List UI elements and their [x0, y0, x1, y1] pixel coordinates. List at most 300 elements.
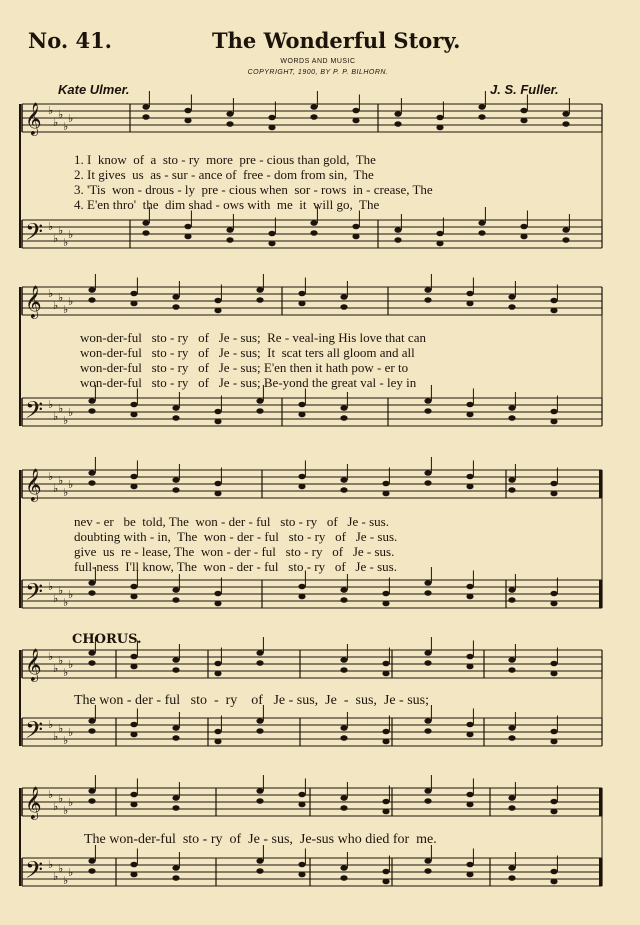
flat-sign-icon: ♭: [53, 662, 59, 675]
note-head: [298, 862, 305, 868]
note-head: [352, 224, 359, 230]
note-head: [130, 802, 137, 808]
note-head: [298, 594, 305, 600]
bass-clef-icon: 𝄢: [25, 218, 44, 251]
note-head: [382, 601, 389, 607]
note-head: [466, 484, 473, 490]
note-head: [184, 234, 191, 240]
note-head: [130, 484, 137, 490]
note-head: [256, 798, 263, 804]
note-head: [382, 879, 389, 885]
note-head: [550, 298, 557, 304]
flat-sign-icon: ♭: [48, 220, 54, 233]
note-head: [352, 118, 359, 124]
note-head: [352, 234, 359, 240]
note-head: [172, 865, 179, 871]
copyright-notice-line2: COPYRIGHT, 1900, BY P. P. BILHORN.: [247, 69, 389, 76]
note-head: [466, 872, 473, 878]
note-head: [88, 297, 95, 303]
note-head: [508, 597, 515, 603]
treble-clef-icon: 𝄞: [25, 786, 42, 819]
flat-sign-icon: ♭: [48, 287, 54, 300]
note-head: [310, 114, 317, 120]
note-head: [508, 657, 515, 663]
note-head: [88, 470, 95, 476]
note-head: [508, 587, 515, 593]
note-head: [550, 739, 557, 745]
note-head: [172, 405, 179, 411]
note-head: [226, 237, 233, 243]
note-head: [88, 650, 95, 656]
note-head: [226, 227, 233, 233]
note-head: [88, 728, 95, 734]
note-head: [424, 650, 431, 656]
note-head: [340, 735, 347, 741]
note-head: [466, 792, 473, 798]
flat-sign-icon: ♭: [53, 299, 59, 312]
note-head: [340, 477, 347, 483]
flat-sign-icon: ♭: [63, 666, 69, 679]
note-head: [130, 584, 137, 590]
flat-sign-icon: ♭: [48, 398, 54, 411]
note-head: [184, 108, 191, 114]
note-head: [382, 591, 389, 597]
note-head: [340, 805, 347, 811]
note-head: [340, 415, 347, 421]
note-head: [256, 718, 263, 724]
note-head: [172, 795, 179, 801]
flat-sign-icon: ♭: [63, 236, 69, 249]
flat-sign-icon: ♭: [68, 726, 74, 739]
flat-sign-icon: ♭: [63, 874, 69, 887]
note-head: [172, 667, 179, 673]
bass-clef-icon: 𝄢: [25, 856, 44, 889]
note-head: [508, 415, 515, 421]
flat-sign-icon: ♭: [53, 730, 59, 743]
note-head: [436, 125, 443, 131]
note-head: [550, 409, 557, 415]
note-head: [142, 104, 149, 110]
flat-sign-icon: ♭: [63, 303, 69, 316]
note-head: [172, 657, 179, 663]
note-head: [466, 802, 473, 808]
note-head: [130, 872, 137, 878]
note-head: [268, 115, 275, 121]
note-head: [394, 227, 401, 233]
flat-sign-icon: ♭: [53, 870, 59, 883]
note-head: [340, 657, 347, 663]
note-head: [424, 868, 431, 874]
flat-sign-icon: ♭: [68, 866, 74, 879]
verse3-line1: 3. 'Tis won - drous - ly pre - cious when sor - rows in - crease, The: [74, 182, 433, 197]
note-head: [88, 480, 95, 486]
note-head: [466, 402, 473, 408]
note-head: [550, 671, 557, 677]
note-head: [214, 601, 221, 607]
note-head: [172, 587, 179, 593]
flat-sign-icon: ♭: [48, 470, 54, 483]
flat-sign-icon: ♭: [68, 295, 74, 308]
note-head: [478, 104, 485, 110]
note-head: [508, 795, 515, 801]
note-head: [382, 729, 389, 735]
note-head: [478, 220, 485, 226]
note-head: [130, 291, 137, 297]
note-head: [340, 587, 347, 593]
note-head: [256, 728, 263, 734]
note-head: [172, 725, 179, 731]
verse3-line2: won-der-ful sto - ry of Je - sus; E'en then it hath pow - er to: [80, 360, 409, 375]
verse1-line3: nev - er be told, The won - der - ful sto - ry of Je - sus.: [74, 514, 389, 529]
flat-sign-icon: ♭: [63, 596, 69, 609]
hymn-title: The Wonderful Story.: [212, 28, 461, 53]
note-head: [88, 408, 95, 414]
note-head: [478, 230, 485, 236]
note-head: [466, 862, 473, 868]
chorus-label: CHORUS.: [72, 632, 142, 647]
note-head: [340, 875, 347, 881]
note-head: [550, 869, 557, 875]
note-head: [130, 412, 137, 418]
note-head: [508, 667, 515, 673]
note-head: [520, 108, 527, 114]
bass-clef-icon: 𝄢: [25, 578, 44, 611]
note-head: [298, 802, 305, 808]
flat-sign-icon: ♭: [63, 734, 69, 747]
note-head: [214, 661, 221, 667]
note-head: [172, 294, 179, 300]
note-head: [142, 230, 149, 236]
note-head: [520, 234, 527, 240]
note-head: [436, 241, 443, 247]
note-head: [466, 654, 473, 660]
note-head: [550, 481, 557, 487]
verse4-line3: full-ness I'll know, The won - der - ful sto - ry of Je - sus.: [74, 559, 397, 574]
note-head: [340, 304, 347, 310]
note-head: [508, 294, 515, 300]
treble-clef-icon: 𝄞: [25, 648, 42, 681]
flat-sign-icon: ♭: [58, 474, 64, 487]
note-head: [508, 477, 515, 483]
flat-sign-icon: ♭: [58, 402, 64, 415]
note-head: [382, 809, 389, 815]
note-head: [436, 231, 443, 237]
note-head: [130, 664, 137, 670]
chorus-lyric-line2: The won-der-ful sto - ry of Je - sus, Je-sus who died for me.: [84, 832, 437, 847]
note-head: [562, 227, 569, 233]
note-head: [88, 590, 95, 596]
note-head: [214, 739, 221, 745]
note-head: [550, 799, 557, 805]
flat-sign-icon: ♭: [68, 478, 74, 491]
note-head: [184, 118, 191, 124]
flat-sign-icon: ♭: [63, 804, 69, 817]
note-head: [268, 231, 275, 237]
note-head: [130, 301, 137, 307]
note-head: [508, 865, 515, 871]
note-head: [478, 114, 485, 120]
note-head: [382, 481, 389, 487]
note-head: [256, 868, 263, 874]
flat-sign-icon: ♭: [58, 108, 64, 121]
note-head: [394, 121, 401, 127]
note-head: [268, 241, 275, 247]
note-head: [214, 298, 221, 304]
note-head: [88, 798, 95, 804]
flat-sign-icon: ♭: [58, 584, 64, 597]
note-head: [142, 114, 149, 120]
flat-sign-icon: ♭: [63, 120, 69, 133]
note-head: [88, 398, 95, 404]
note-head: [340, 725, 347, 731]
flat-sign-icon: ♭: [53, 232, 59, 245]
flat-sign-icon: ♭: [48, 858, 54, 871]
verse2-line1: 2. It gives us as - sur - ance of free - dom from sin, The: [74, 167, 374, 182]
note-head: [172, 597, 179, 603]
note-head: [466, 291, 473, 297]
note-head: [424, 718, 431, 724]
verse2-line2: won-der-ful sto - ry of Je - sus; It scat ters all gloom and all: [80, 345, 415, 360]
note-head: [130, 732, 137, 738]
note-head: [256, 650, 263, 656]
flat-sign-icon: ♭: [68, 112, 74, 125]
note-head: [256, 287, 263, 293]
note-head: [424, 470, 431, 476]
note-head: [88, 287, 95, 293]
note-head: [142, 220, 149, 226]
note-head: [172, 735, 179, 741]
treble-clef-icon: 𝄞: [25, 285, 42, 318]
note-head: [550, 419, 557, 425]
note-head: [550, 601, 557, 607]
verse4-line1: 4. E'en thro' the dim shad - ows with me it will go, The: [74, 197, 380, 212]
note-head: [466, 412, 473, 418]
note-head: [550, 591, 557, 597]
note-head: [424, 287, 431, 293]
note-head: [214, 419, 221, 425]
note-head: [340, 597, 347, 603]
note-head: [436, 115, 443, 121]
note-head: [424, 580, 431, 586]
note-head: [88, 580, 95, 586]
note-head: [520, 118, 527, 124]
verse1-line1: 1. I know of a sto - ry more pre - cious than gold, The: [74, 152, 376, 167]
note-head: [214, 409, 221, 415]
note-head: [256, 858, 263, 864]
note-head: [424, 408, 431, 414]
note-head: [424, 728, 431, 734]
flat-sign-icon: ♭: [68, 658, 74, 671]
note-head: [508, 735, 515, 741]
flat-sign-icon: ♭: [58, 722, 64, 735]
flat-sign-icon: ♭: [58, 224, 64, 237]
note-head: [424, 660, 431, 666]
note-head: [394, 111, 401, 117]
note-head: [268, 125, 275, 131]
note-head: [130, 474, 137, 480]
note-head: [310, 104, 317, 110]
note-head: [256, 788, 263, 794]
note-head: [382, 671, 389, 677]
note-head: [508, 875, 515, 881]
flat-sign-icon: ♭: [53, 116, 59, 129]
flat-sign-icon: ♭: [58, 862, 64, 875]
note-head: [466, 722, 473, 728]
flat-sign-icon: ♭: [68, 588, 74, 601]
note-head: [424, 788, 431, 794]
note-head: [172, 304, 179, 310]
note-head: [466, 584, 473, 590]
verse1-line2: won-der-ful sto - ry of Je - sus; Re - veal-ing His love that can: [80, 330, 426, 345]
hymn-number: No. 41.: [28, 28, 112, 53]
note-head: [172, 477, 179, 483]
note-head: [424, 480, 431, 486]
note-head: [562, 237, 569, 243]
note-head: [310, 230, 317, 236]
note-head: [130, 594, 137, 600]
note-head: [466, 474, 473, 480]
flat-sign-icon: ♭: [63, 414, 69, 427]
note-head: [550, 661, 557, 667]
note-head: [214, 308, 221, 314]
note-head: [466, 301, 473, 307]
note-head: [214, 591, 221, 597]
flat-sign-icon: ♭: [48, 788, 54, 801]
note-head: [340, 487, 347, 493]
note-head: [550, 729, 557, 735]
note-head: [382, 661, 389, 667]
note-head: [340, 294, 347, 300]
note-head: [550, 308, 557, 314]
flat-sign-icon: ♭: [53, 592, 59, 605]
note-head: [214, 671, 221, 677]
bass-clef-icon: 𝄢: [25, 716, 44, 749]
note-head: [298, 402, 305, 408]
note-head: [130, 402, 137, 408]
flat-sign-icon: ♭: [53, 410, 59, 423]
note-head: [424, 590, 431, 596]
flat-sign-icon: ♭: [68, 406, 74, 419]
note-head: [394, 237, 401, 243]
note-head: [256, 660, 263, 666]
note-head: [310, 220, 317, 226]
note-head: [508, 487, 515, 493]
note-head: [226, 121, 233, 127]
note-head: [508, 725, 515, 731]
note-head: [88, 788, 95, 794]
note-head: [340, 667, 347, 673]
note-head: [562, 121, 569, 127]
flat-sign-icon: ♭: [53, 482, 59, 495]
note-head: [298, 474, 305, 480]
note-head: [298, 484, 305, 490]
note-head: [550, 809, 557, 815]
note-head: [256, 398, 263, 404]
note-head: [466, 732, 473, 738]
verse4-line2: won-der-ful sto - ry of Je - sus; Be-yond the great val - ley in: [80, 375, 417, 390]
note-head: [466, 594, 473, 600]
chorus-lyric-line1: The won - der - ful sto - ry of Je - sus, Je - sus, Je - sus;: [74, 693, 430, 708]
flat-sign-icon: ♭: [68, 228, 74, 241]
note-head: [298, 872, 305, 878]
flat-sign-icon: ♭: [53, 800, 59, 813]
note-head: [172, 805, 179, 811]
note-head: [226, 111, 233, 117]
note-head: [424, 858, 431, 864]
note-head: [130, 792, 137, 798]
note-head: [88, 718, 95, 724]
composer-name: J. S. Fuller.: [490, 82, 559, 97]
flat-sign-icon: ♭: [48, 718, 54, 731]
note-head: [88, 858, 95, 864]
note-head: [256, 408, 263, 414]
note-head: [466, 664, 473, 670]
note-head: [424, 798, 431, 804]
note-head: [424, 398, 431, 404]
note-head: [340, 865, 347, 871]
note-head: [298, 412, 305, 418]
flat-sign-icon: ♭: [48, 580, 54, 593]
note-head: [130, 654, 137, 660]
treble-clef-icon: 𝄞: [25, 102, 42, 135]
flat-sign-icon: ♭: [58, 792, 64, 805]
note-head: [88, 868, 95, 874]
flat-sign-icon: ♭: [63, 486, 69, 499]
verse2-line3: doubting with - in, The won - der - ful sto - ry of Je - sus.: [74, 529, 398, 544]
note-head: [382, 491, 389, 497]
note-head: [184, 224, 191, 230]
flat-sign-icon: ♭: [58, 291, 64, 304]
note-head: [298, 301, 305, 307]
note-head: [298, 291, 305, 297]
note-head: [214, 491, 221, 497]
copyright-notice-line1: WORDS AND MUSIC: [280, 58, 356, 65]
note-head: [256, 297, 263, 303]
note-head: [172, 875, 179, 881]
verse3-line3: give us re - lease, The won - der - ful sto - ry of Je - sus.: [74, 544, 395, 559]
note-head: [508, 805, 515, 811]
note-head: [562, 111, 569, 117]
note-head: [298, 792, 305, 798]
note-head: [130, 862, 137, 868]
note-head: [352, 108, 359, 114]
flat-sign-icon: ♭: [48, 650, 54, 663]
note-head: [550, 879, 557, 885]
flat-sign-icon: ♭: [68, 796, 74, 809]
treble-clef-icon: 𝄞: [25, 468, 42, 501]
note-head: [172, 487, 179, 493]
note-head: [508, 304, 515, 310]
note-head: [172, 415, 179, 421]
note-head: [214, 729, 221, 735]
flat-sign-icon: ♭: [48, 104, 54, 117]
lyricist-name: Kate Ulmer.: [58, 82, 130, 97]
bass-clef-icon: 𝄢: [25, 396, 44, 429]
note-head: [550, 491, 557, 497]
note-head: [130, 722, 137, 728]
note-head: [424, 297, 431, 303]
note-head: [520, 224, 527, 230]
note-head: [340, 795, 347, 801]
note-head: [508, 405, 515, 411]
flat-sign-icon: ♭: [58, 654, 64, 667]
note-head: [382, 799, 389, 805]
note-head: [382, 739, 389, 745]
note-head: [298, 584, 305, 590]
note-head: [340, 405, 347, 411]
note-head: [214, 481, 221, 487]
note-head: [382, 869, 389, 875]
